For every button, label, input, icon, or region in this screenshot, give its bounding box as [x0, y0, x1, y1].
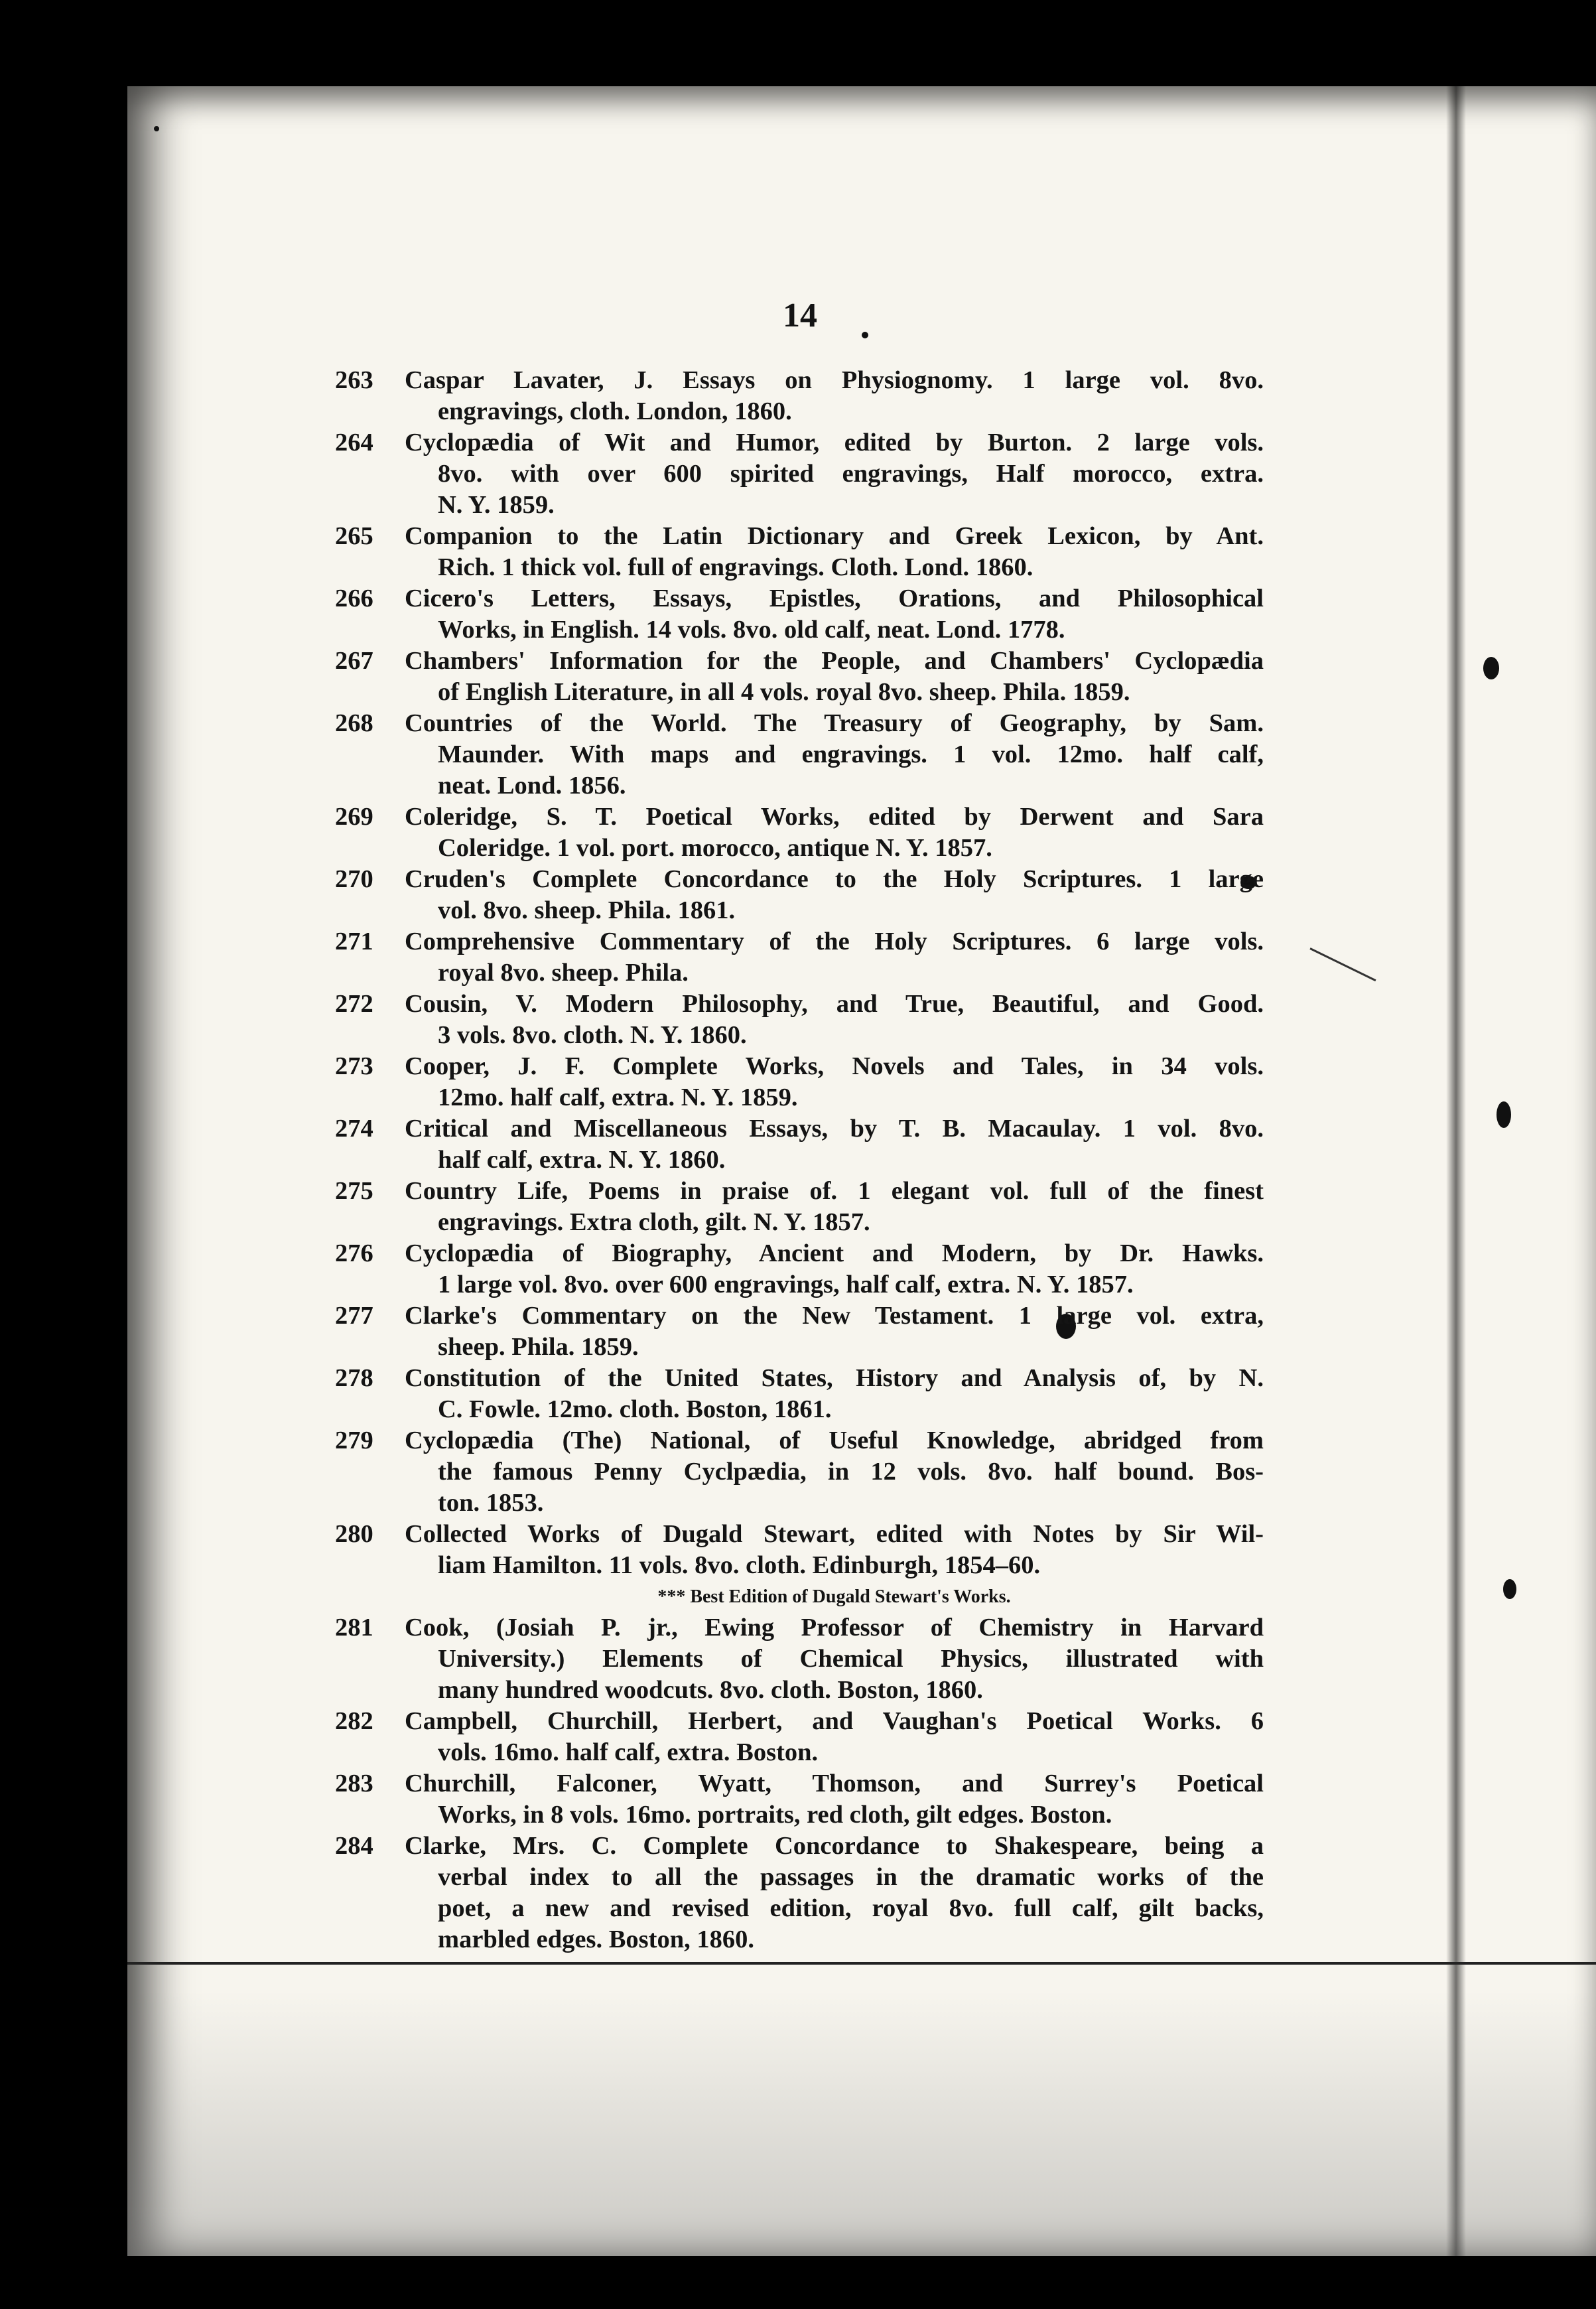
catalog-entry	[335, 521, 1264, 583]
catalog-entry	[335, 646, 1264, 708]
entry-number: 279	[335, 1427, 373, 1454]
entry-text-line: Chambers' Information for the People, and Chambers' Cyclopædia	[405, 647, 1264, 675]
entry-text-line: Caspar Lavater, J. Essays on Physiognomy. 1 large vol. 8vo.	[405, 366, 1264, 394]
entry-number: 283	[335, 1770, 373, 1797]
entry-number: 274	[335, 1115, 373, 1143]
entry-number: 264	[335, 429, 373, 456]
entry-text-line: many hundred woodcuts. 8vo. cloth. Boston, 1860.	[438, 1676, 983, 1704]
entry-text-line: 1 large vol. 8vo. over 600 engravings, half calf, extra. N. Y. 1857.	[438, 1271, 1134, 1298]
entry-text-line: Maunder. With maps and engravings. 1 vol. 12mo. half calf,	[438, 740, 1264, 768]
catalog-entry	[335, 708, 1264, 802]
catalog-entry	[335, 1425, 1264, 1519]
ink-blot	[1496, 1101, 1511, 1128]
entry-text-line: Cook, (Josiah P. jr., Ewing Professor of Chemistry in Harvard	[405, 1614, 1264, 1642]
ink-blot	[1483, 657, 1499, 679]
entry-text-line: Rich. 1 thick vol. full of engravings. Cloth. Lond. 1860.	[438, 553, 1033, 581]
entry-text-line: poet, a new and revised edition, royal 8vo. full calf, gilt backs,	[438, 1894, 1264, 1922]
entry-text-line: Country Life, Poems in praise of. 1 elegant vol. full of the finest	[405, 1177, 1264, 1205]
catalog-entry	[335, 989, 1264, 1051]
entry-text-line: Companion to the Latin Dictionary and Greek Lexicon, by Ant.	[405, 522, 1264, 550]
entry-number: 278	[335, 1364, 373, 1392]
catalog-entry	[335, 427, 1264, 521]
entry-text-line: Cicero's Letters, Essays, Epistles, Orations, and Philosophical	[405, 585, 1264, 612]
entry-number: 272	[335, 990, 373, 1018]
entry-number: 267	[335, 647, 373, 675]
entry-text-line: University.) Elements of Chemical Physics, illustrated with	[438, 1645, 1264, 1673]
entry-number: 273	[335, 1052, 373, 1080]
entry-text-line: sheep. Phila. 1859.	[438, 1333, 639, 1361]
entry-text-line: 12mo. half calf, extra. N. Y. 1859.	[438, 1084, 798, 1111]
entry-text-line: Clarke's Commentary on the New Testament. 1 large vol. extra,	[405, 1302, 1264, 1330]
entry-number: 275	[335, 1177, 373, 1205]
catalog-entry	[335, 1051, 1264, 1113]
catalog-entry	[335, 1612, 1264, 1706]
entry-number: 271	[335, 928, 373, 955]
entry-number: 270	[335, 865, 373, 893]
page-edge-shadow	[1446, 86, 1466, 2256]
entry-number: 263	[335, 366, 373, 394]
page-number: 14	[783, 297, 817, 334]
entry-text-line: engravings. Extra cloth, gilt. N. Y. 1857.	[438, 1208, 870, 1236]
catalog-entry	[335, 1831, 1264, 1955]
catalog-entry	[335, 802, 1264, 864]
entry-text-line: Coleridge, S. T. Poetical Works, edited by Derwent and Sara	[405, 803, 1264, 831]
entry-number: 269	[335, 803, 373, 831]
entry-text-line: 8vo. with over 600 spirited engravings, Half morocco, extra.	[438, 460, 1264, 488]
ink-blot	[154, 126, 159, 131]
catalog-entry	[335, 1176, 1264, 1238]
catalog-entry	[335, 1113, 1264, 1176]
catalog-entry	[335, 1706, 1264, 1768]
entry-text-line: Countries of the World. The Treasury of Geography, by Sam.	[405, 709, 1264, 737]
entry-text-line: liam Hamilton. 11 vols. 8vo. cloth. Edinburgh, 1854–60.	[438, 1551, 1041, 1579]
entry-text-line: Comprehensive Commentary of the Holy Scriptures. 6 large vols.	[405, 928, 1264, 955]
catalog-entry	[335, 1519, 1264, 1581]
entry-text-line: C. Fowle. 12mo. cloth. Boston, 1861.	[438, 1395, 832, 1423]
entry-number: 282	[335, 1707, 373, 1735]
catalog-entry	[335, 864, 1264, 926]
entry-text-line: Churchill, Falconer, Wyatt, Thomson, and Surrey's Poetical	[405, 1770, 1264, 1797]
catalog-entry	[335, 583, 1264, 646]
entry-text-line: vol. 8vo. sheep. Phila. 1861.	[438, 896, 736, 924]
entry-number: 277	[335, 1302, 373, 1330]
entry-text-line: Critical and Miscellaneous Essays, by T. B. Macaulay. 1 vol. 8vo.	[405, 1115, 1264, 1143]
catalog-entry	[335, 365, 1264, 427]
entry-number: 268	[335, 709, 373, 737]
entry-text-line: of English Literature, in all 4 vols. royal 8vo. sheep. Phila. 1859.	[438, 678, 1130, 706]
entry-text-line: Clarke, Mrs. C. Complete Concordance to Shakespeare, being a	[405, 1832, 1264, 1860]
entry-text-line: Cyclopædia of Wit and Humor, edited by Burton. 2 large vols.	[405, 429, 1264, 456]
entry-text-line: neat. Lond. 1856.	[438, 772, 626, 800]
catalog-entry	[335, 1238, 1264, 1300]
entry-text-line: engravings, cloth. London, 1860.	[438, 397, 792, 425]
entry-text-line: N. Y. 1859.	[438, 491, 555, 519]
entry-number: 280	[335, 1520, 373, 1548]
entry-text-line: ton. 1853.	[438, 1489, 544, 1517]
entry-text-line: Collected Works of Dugald Stewart, edited with Notes by Sir Wil-	[405, 1520, 1264, 1548]
entry-text-line: marbled edges. Boston, 1860.	[438, 1925, 754, 1953]
entry-text-line: royal 8vo. sheep. Phila.	[438, 959, 689, 987]
entry-number: 265	[335, 522, 373, 550]
entry-number: 284	[335, 1832, 373, 1860]
entry-text-line: Cyclopædia (The) National, of Useful Knowledge, abridged from	[405, 1427, 1264, 1454]
entry-number: 266	[335, 585, 373, 612]
entry-text-line: Works, in English. 14 vols. 8vo. old calf, neat. Lond. 1778.	[438, 616, 1065, 644]
entry-number: 281	[335, 1614, 373, 1642]
entry-text-line: vols. 16mo. half calf, extra. Boston.	[438, 1738, 819, 1766]
entry-text-line: Cooper, J. F. Complete Works, Novels and Tales, in 34 vols.	[405, 1052, 1264, 1080]
catalog-entries	[335, 365, 1264, 1955]
ink-blot	[1503, 1579, 1516, 1599]
entry-text-line: Cousin, V. Modern Philosophy, and True, Beautiful, and Good.	[405, 990, 1264, 1018]
entry-text-line: Constitution of the United States, History and Analysis of, by N.	[405, 1364, 1264, 1392]
paper-bottom-fade	[127, 1991, 1596, 2256]
entry-text-line: half calf, extra. N. Y. 1860.	[438, 1146, 726, 1174]
catalog-note: *** Best Edition of Dugald Stewart's Works.	[657, 1586, 1011, 1607]
entry-text-line: the famous Penny Cyclpædia, in 12 vols. 8vo. half bound. Bos-	[438, 1458, 1264, 1486]
entry-text-line: Works, in 8 vols. 16mo. portraits, red cloth, gilt edges. Boston.	[438, 1801, 1112, 1829]
entry-text-line: Campbell, Churchill, Herbert, and Vaughan's Poetical Works. 6	[405, 1707, 1264, 1735]
fold-line	[127, 1962, 1596, 1965]
entry-text-line: Coleridge. 1 vol. port. morocco, antique N. Y. 1857.	[438, 834, 992, 862]
catalog-entry	[335, 926, 1264, 989]
catalog-entry	[335, 1768, 1264, 1831]
entry-number: 276	[335, 1239, 373, 1267]
catalog-entry	[335, 1363, 1264, 1425]
entry-text-line: 3 vols. 8vo. cloth. N. Y. 1860.	[438, 1021, 747, 1049]
ink-blot	[862, 332, 868, 338]
entry-text-line: Cyclopædia of Biography, Ancient and Modern, by Dr. Hawks.	[405, 1239, 1264, 1267]
entry-text-line: Cruden's Complete Concordance to the Holy Scriptures. 1 large	[405, 865, 1264, 893]
catalog-entry	[335, 1300, 1264, 1363]
entry-text-line: verbal index to all the passages in the dramatic works of the	[438, 1863, 1264, 1891]
